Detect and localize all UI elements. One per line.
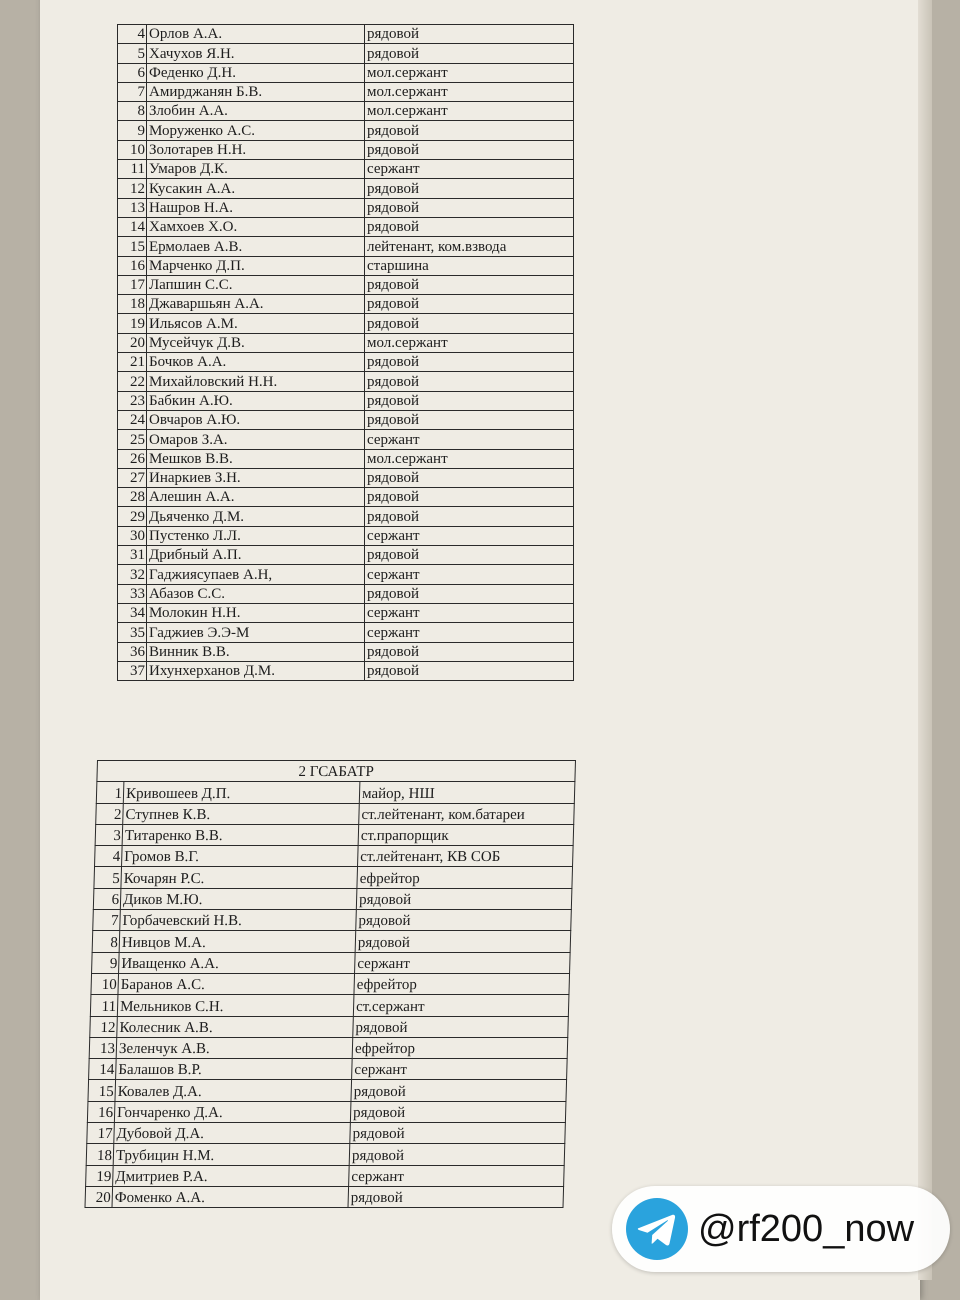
table-row: [118, 488, 574, 507]
person-name: Омаров З.А.: [147, 430, 365, 449]
person-name: Гончаренко Д.А.: [114, 1101, 351, 1122]
person-rank: мол.сержант: [365, 63, 574, 82]
row-number: 12: [90, 1016, 118, 1037]
row-number: 35: [118, 623, 147, 642]
person-name: Феденко Д.Н.: [147, 63, 365, 82]
row-number: 34: [118, 603, 147, 622]
person-name: Бочков А.А.: [147, 353, 365, 372]
person-rank: ефрейтор: [357, 867, 573, 888]
person-rank: мол.сержант: [365, 449, 574, 468]
table-row: [118, 140, 574, 159]
table-row: [94, 867, 573, 888]
person-name: Ильясов А.М.: [147, 314, 365, 333]
person-rank: сержант: [355, 952, 571, 973]
table-row: [118, 82, 574, 101]
table-row: [118, 507, 574, 526]
row-number: 32: [118, 565, 147, 584]
table-row: [118, 44, 574, 63]
person-name: Мусейчук Д.В.: [147, 333, 365, 352]
person-rank: рядовой: [365, 372, 574, 391]
person-rank: рядовой: [365, 314, 574, 333]
table-row: [85, 1186, 564, 1207]
person-rank: мол.сержант: [365, 333, 574, 352]
table-row: [90, 995, 569, 1016]
table-row: [118, 256, 574, 275]
person-rank: рядовой: [365, 275, 574, 294]
person-name: Лапшин С.С.: [147, 275, 365, 294]
person-rank: рядовой: [365, 353, 574, 372]
table-row: [118, 275, 574, 294]
table-row: [118, 623, 574, 642]
table-row: [118, 333, 574, 352]
row-number: 24: [118, 410, 147, 429]
person-rank: рядовой: [365, 179, 574, 198]
table-row: [118, 584, 574, 603]
table-row: [118, 160, 574, 179]
person-rank: сержант: [365, 430, 574, 449]
person-rank: мол.сержант: [365, 102, 574, 121]
row-number: 15: [88, 1080, 116, 1101]
person-rank: мол.сержант: [365, 82, 574, 101]
row-number: 7: [93, 910, 121, 931]
person-name: Моруженко А.С.: [147, 121, 365, 140]
table-row: [95, 846, 574, 867]
person-name: Кривошеев Д.П.: [123, 782, 360, 803]
table-row: [89, 1059, 568, 1080]
table-row: [118, 449, 574, 468]
table-row: [118, 179, 574, 198]
table-row: [118, 546, 574, 565]
row-number: 18: [118, 295, 147, 314]
row-number: 19: [86, 1165, 114, 1186]
row-number: 11: [90, 995, 118, 1016]
table-row: [118, 410, 574, 429]
table-row: [87, 1123, 566, 1144]
person-name: Пустенко Л.Л.: [147, 526, 365, 545]
person-name: Нашров Н.А.: [147, 198, 365, 217]
person-rank: рядовой: [365, 295, 574, 314]
row-number: 29: [118, 507, 147, 526]
table-row: [90, 1016, 569, 1037]
row-number: 9: [118, 121, 147, 140]
row-number: 14: [118, 217, 147, 236]
person-name: Молокин Н.Н.: [147, 603, 365, 622]
person-name: Мельников С.Н.: [117, 995, 354, 1016]
table-row: [118, 121, 574, 140]
row-number: 30: [118, 526, 147, 545]
table-row: [118, 102, 574, 121]
person-rank: ст.прапорщик: [358, 824, 574, 845]
person-rank: рядовой: [348, 1186, 564, 1207]
person-name: Горбачевский Н.В.: [120, 910, 357, 931]
person-name: Громов В.Г.: [122, 846, 359, 867]
row-number: 17: [87, 1123, 115, 1144]
row-number: 6: [93, 888, 121, 909]
person-name: Кочарян Р.С.: [121, 867, 358, 888]
person-name: Ступнев К.В.: [123, 803, 360, 824]
table-row: [118, 295, 574, 314]
row-number: 27: [118, 468, 147, 487]
person-name: Хачухов Я.Н.: [147, 44, 365, 63]
row-number: 5: [94, 867, 122, 888]
row-number: 22: [118, 372, 147, 391]
table-row: [118, 237, 574, 256]
person-rank: лейтенант, ком.взвода: [365, 237, 574, 256]
person-rank: рядовой: [365, 661, 574, 680]
person-name: Дрибный А.П.: [147, 546, 365, 565]
person-rank: рядовой: [350, 1101, 566, 1122]
person-name: Нивцов М.А.: [119, 931, 356, 952]
person-name: Умаров Д.К.: [147, 160, 365, 179]
person-rank: рядовой: [365, 25, 574, 44]
person-rank: старшина: [365, 256, 574, 275]
row-number: 4: [118, 25, 147, 44]
person-name: Диков М.Ю.: [120, 888, 357, 909]
person-name: Баранов А.С.: [118, 973, 355, 994]
person-rank: рядовой: [365, 140, 574, 159]
personnel-table-2: [84, 760, 576, 1208]
row-number: 36: [118, 642, 147, 661]
table-row: [118, 565, 574, 584]
table-row: [91, 973, 570, 994]
person-name: Балашов В.Р.: [116, 1059, 353, 1080]
person-rank: рядовой: [351, 1080, 567, 1101]
person-name: Орлов А.А.: [147, 25, 365, 44]
row-number: 2: [96, 803, 124, 824]
row-number: 20: [118, 333, 147, 352]
table-row: [86, 1165, 565, 1186]
table-row: [118, 25, 574, 44]
row-number: 20: [85, 1186, 113, 1207]
table-row: [93, 910, 572, 931]
table-header-row: [97, 761, 576, 782]
row-number: 11: [118, 160, 147, 179]
person-rank: сержант: [365, 603, 574, 622]
row-number: 16: [87, 1101, 115, 1122]
person-rank: рядовой: [365, 121, 574, 140]
person-name: Хамхоев Х.О.: [147, 217, 365, 236]
table-row: [87, 1101, 566, 1122]
row-number: 31: [118, 546, 147, 565]
row-number: 3: [95, 824, 123, 845]
person-rank: сержант: [352, 1059, 568, 1080]
table-row: [89, 1037, 568, 1058]
row-number: 13: [118, 198, 147, 217]
person-rank: сержант: [365, 160, 574, 179]
person-name: Джаваршьян А.А.: [147, 295, 365, 314]
person-name: Алешин А.А.: [147, 488, 365, 507]
person-rank: рядовой: [365, 44, 574, 63]
person-rank: ефрейтор: [354, 973, 570, 994]
person-name: Золотарев Н.Н.: [147, 140, 365, 159]
table-row: [118, 603, 574, 622]
person-rank: рядовой: [365, 642, 574, 661]
row-number: 37: [118, 661, 147, 680]
person-rank: майор, НШ: [359, 782, 575, 803]
row-number: 5: [118, 44, 147, 63]
table-row: [118, 198, 574, 217]
table-row: [118, 372, 574, 391]
row-number: 21: [118, 353, 147, 372]
person-name: Инаркиев З.Н.: [147, 468, 365, 487]
person-name: Михайловский Н.Н.: [147, 372, 365, 391]
row-number: 17: [118, 275, 147, 294]
row-number: 13: [89, 1037, 117, 1058]
row-number: 12: [118, 179, 147, 198]
row-number: 28: [118, 488, 147, 507]
table-row: [95, 824, 574, 845]
table-row: [118, 217, 574, 236]
person-name: Колесник А.В.: [117, 1016, 354, 1037]
row-number: 8: [92, 931, 120, 952]
person-rank: ст.сержант: [353, 995, 569, 1016]
personnel-table-1: [117, 24, 574, 681]
telegram-icon: [626, 1198, 688, 1260]
person-rank: рядовой: [356, 888, 572, 909]
table-row: [92, 952, 571, 973]
table-row: [118, 63, 574, 82]
person-name: Овчаров А.Ю.: [147, 410, 365, 429]
person-rank: ефрейтор: [352, 1037, 568, 1058]
person-name: Дмитриев Р.А.: [113, 1165, 350, 1186]
table-row: [118, 391, 574, 410]
person-rank: сержант: [365, 526, 574, 545]
row-number: 10: [118, 140, 147, 159]
person-rank: рядовой: [365, 546, 574, 565]
row-number: 8: [118, 102, 147, 121]
paper-stack-edge: [918, 0, 932, 1280]
watermark: [612, 1186, 950, 1272]
person-name: Бабкин А.Ю.: [147, 391, 365, 410]
person-rank: рядовой: [365, 217, 574, 236]
row-number: 33: [118, 584, 147, 603]
table-row: [96, 803, 575, 824]
table-row: [118, 642, 574, 661]
table-row: [93, 888, 572, 909]
person-name: Титаренко В.В.: [122, 824, 359, 845]
channel-handle: @rf200_now: [698, 1207, 915, 1250]
person-name: Ермолаев А.В.: [147, 237, 365, 256]
person-name: Зеленчук А.В.: [116, 1037, 353, 1058]
person-rank: рядовой: [365, 488, 574, 507]
person-rank: рядовой: [355, 931, 571, 952]
person-rank: сержант: [365, 565, 574, 584]
person-rank: рядовой: [365, 410, 574, 429]
table-row: [88, 1080, 567, 1101]
table-row: [118, 468, 574, 487]
person-rank: рядовой: [365, 507, 574, 526]
row-number: 6: [118, 63, 147, 82]
table-row: [96, 782, 575, 803]
person-name: Марченко Д.П.: [147, 256, 365, 275]
person-rank: ст.лейтенант, ком.батареи: [359, 803, 575, 824]
person-name: Гаджиев Э.Э-М: [147, 623, 365, 642]
person-rank: сержант: [365, 623, 574, 642]
person-rank: рядовой: [350, 1123, 566, 1144]
person-name: Иващенко А.А.: [119, 952, 356, 973]
row-number: 9: [92, 952, 120, 973]
person-rank: ст.лейтенант, КВ СОБ: [358, 846, 574, 867]
person-rank: рядовой: [353, 1016, 569, 1037]
row-number: 4: [95, 846, 123, 867]
person-name: Фоменко А.А.: [112, 1186, 349, 1207]
row-number: 23: [118, 391, 147, 410]
table-row: [118, 353, 574, 372]
row-number: 14: [89, 1059, 117, 1080]
person-name: Дьяченко Д.М.: [147, 507, 365, 526]
person-rank: сержант: [349, 1165, 565, 1186]
table-row: [118, 314, 574, 333]
table-row: [118, 661, 574, 680]
person-name: Ковалев Д.А.: [115, 1080, 352, 1101]
row-number: 26: [118, 449, 147, 468]
person-name: Дубовой Д.А.: [114, 1123, 351, 1144]
person-name: Абазов С.С.: [147, 584, 365, 603]
row-number: 15: [118, 237, 147, 256]
person-name: Амирджанян Б.В.: [147, 82, 365, 101]
row-number: 7: [118, 82, 147, 101]
unit-header: 2 ГСАБАТР: [97, 761, 576, 782]
table-row: [118, 430, 574, 449]
table-row: [86, 1144, 565, 1165]
row-number: 19: [118, 314, 147, 333]
person-rank: рядовой: [349, 1144, 565, 1165]
person-name: Мешков В.В.: [147, 449, 365, 468]
row-number: 25: [118, 430, 147, 449]
person-name: Винник В.В.: [147, 642, 365, 661]
person-name: Ихунхерханов Д.М.: [147, 661, 365, 680]
person-name: Трубицин Н.М.: [113, 1144, 350, 1165]
person-rank: рядовой: [365, 198, 574, 217]
person-rank: рядовой: [365, 391, 574, 410]
row-number: 16: [118, 256, 147, 275]
person-rank: рядовой: [356, 910, 572, 931]
person-name: Кусакин А.А.: [147, 179, 365, 198]
row-number: 10: [91, 973, 119, 994]
table-row: [118, 526, 574, 545]
person-name: Злобин А.А.: [147, 102, 365, 121]
person-rank: рядовой: [365, 468, 574, 487]
table-row: [92, 931, 571, 952]
row-number: 18: [86, 1144, 114, 1165]
person-rank: рядовой: [365, 584, 574, 603]
row-number: 1: [96, 782, 124, 803]
person-name: Гаджиясупаев А.Н,: [147, 565, 365, 584]
